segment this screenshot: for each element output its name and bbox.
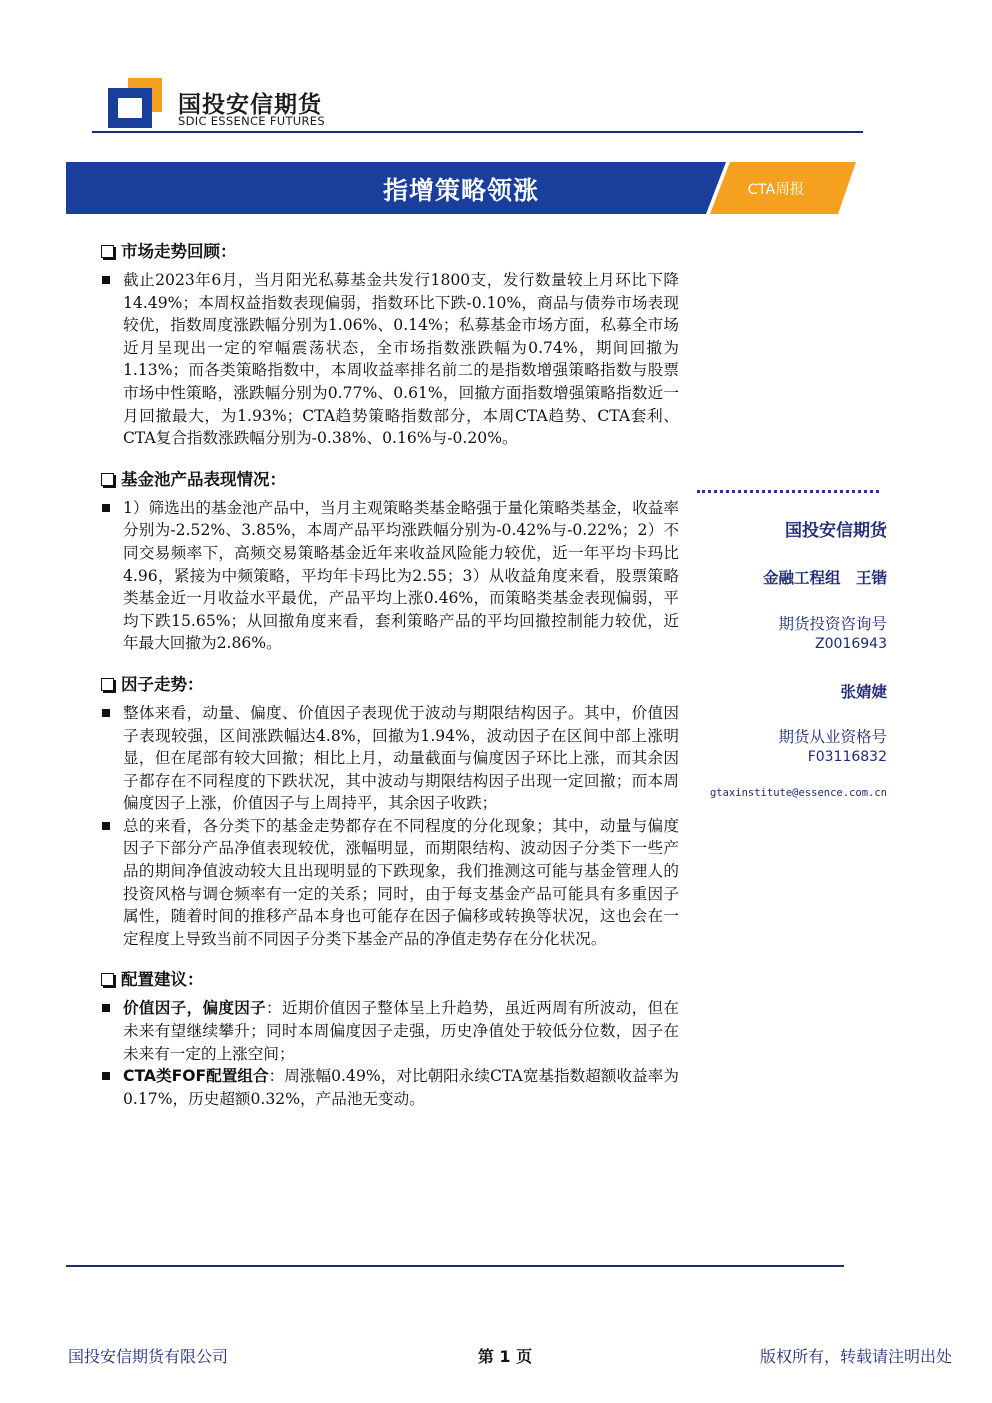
- sidebar-divider: [697, 490, 879, 497]
- section-fund-pool: [101, 468, 679, 655]
- bullet-icon: [102, 709, 110, 717]
- section-heading: 因子走势：: [101, 673, 679, 697]
- page-number: 第 1 页: [477, 1347, 533, 1366]
- footer-company: 国投安信期货有限公司: [68, 1347, 229, 1366]
- license-label: 期货从业资格号: [778, 728, 887, 746]
- list-item: 截止2023年6月，当月阳光私募基金共发行1800支，发行数量较上月环比下降14.49%；本周权益指数表现偏弱，指数环比下跌-0.10%，商品与债券市场表现较优，指数周度涨跌幅分别为1.06%、0.14%；私募基金市场方面，私募全市场近月呈现出一定的窄幅震荡状态，全市场指数涨跌幅为0.74%，期间回撤为1.13%；而各类策略指数中，本周收益率排名前二的是指数增强策略指数与股票市场中性策略，涨跌幅分别为0.77%、0.61%，回撤方面指数增强策略指数近一月回撤最大，为1.93%；CTA趋势策略指数部分，本周CTA趋势、CTA套利、CTA复合指数涨跌幅分别为-0.38%、0.16%与-0.20%。: [101, 269, 679, 450]
- logo-name-en: SDIC ESSENCE FUTURES: [178, 114, 325, 128]
- list-item: 总的来看，各分类下的基金走势都存在不同程度的分化现象；其中，动量与偏度因子下部分产品净值表现较优，涨幅明显，而期限结构、波动因子分类下一些产品的期间净值波动较大且出现明显的下跌现象，我们推测这可能与基金管理人的投资风格与调仓频率有一定的关系；同时，由于每支基金产品可能具有多重因子属性，随着时间的推移产品本身也可能存在因子偏移或转换等状况，这也会在一定程度上导致当前不同因子分类下基金产品的净值走势存在分化状况。: [101, 815, 679, 951]
- title-banner: [66, 162, 856, 214]
- checkbox-icon: [101, 678, 114, 691]
- section-heading: 配置建议：: [101, 968, 679, 992]
- bullet-icon: [102, 1072, 110, 1080]
- bullet-icon: [102, 504, 110, 512]
- list-item: 价值因子，偏度因子：近期价值因子整体呈上升趋势，虽近两周有所波动，但在未来有望继续攀升；同时本周偏度因子走强，历史净值处于较低分位数，因子在未来有一定的上涨空间；: [101, 997, 679, 1065]
- main-content: [101, 240, 679, 1128]
- section-allocation-advice: [101, 968, 679, 1110]
- checkbox-icon: [101, 973, 114, 986]
- report-title: 指增策略领涨: [382, 176, 539, 205]
- sidebar-author: 金融工程组 王锴: [762, 569, 887, 587]
- section-market-review: [101, 240, 679, 450]
- footer-divider: [66, 1265, 844, 1267]
- report-type-tag: CTA周报: [747, 182, 805, 198]
- list-item: 1）筛选出的基金池产品中，当月主观策略类基金略强于量化策略类基金，收益率分别为-2.52%、3.85%，本周产品平均涨跌幅分别为-0.42%与-0.22%；2）不同交易频率下，高频交易策略基金近年来收益风险能力较优，近一年平均卡玛比4.96，紧接为中频策略，平均年卡玛比为2.55；3）从收益角度来看，股票策略类基金近一月收益水平最优，产品平均上涨0.46%，而策略类基金表现偏弱，平均下跌15.65%；从回撤角度来看，套利策略产品的平均回撤控制能力较优，近年最大回撤为2.86%。: [101, 497, 679, 655]
- section-heading: 市场走势回顾：: [101, 240, 679, 264]
- bullet-icon: [102, 822, 110, 830]
- header-divider: [92, 131, 863, 133]
- bullet-icon: [102, 276, 110, 284]
- sidebar-org-name: 国投安信期货: [785, 521, 887, 541]
- logo-name-cn: 国投安信期货: [178, 92, 322, 118]
- section-factor-trend: [101, 673, 679, 951]
- section-heading: 基金池产品表现情况：: [101, 468, 679, 492]
- company-logo: [108, 78, 348, 132]
- bullet-icon: [102, 1004, 110, 1012]
- sidebar-coauthor: 张婧婕: [840, 683, 887, 701]
- license-number: Z0016943: [815, 636, 887, 652]
- list-item: CTA类FOF配置组合：周涨幅0.49%，对比朝阳永续CTA宽基指数超额收益率为0.17%，历史超额0.32%，产品池无变动。: [101, 1065, 679, 1110]
- logo-mark-icon: [108, 78, 166, 128]
- license-number: F03116832: [807, 749, 887, 765]
- footer-copyright: 版权所有，转载请注明出处: [759, 1347, 952, 1366]
- license-label: 期货投资咨询号: [778, 615, 887, 633]
- list-item: 整体来看，动量、偏度、价值因子表现优于波动与期限结构因子。其中，价值因子表现较强，区间涨跌幅达4.8%，回撤为1.94%，波动因子在区间中部上涨明显，但在尾部有较大回撤；相比上月，动量截面与偏度因子环比上涨，而其余因子都存在不同程度的下跌状况，其中波动与期限结构因子出现一定回撤；而本周偏度因子上涨，价值因子与上周持平，其余因子收跌；: [101, 702, 679, 815]
- checkbox-icon: [101, 245, 114, 258]
- contact-email[interactable]: gtaxinstitute@essence.com.cn: [709, 787, 887, 799]
- checkbox-icon: [101, 473, 114, 486]
